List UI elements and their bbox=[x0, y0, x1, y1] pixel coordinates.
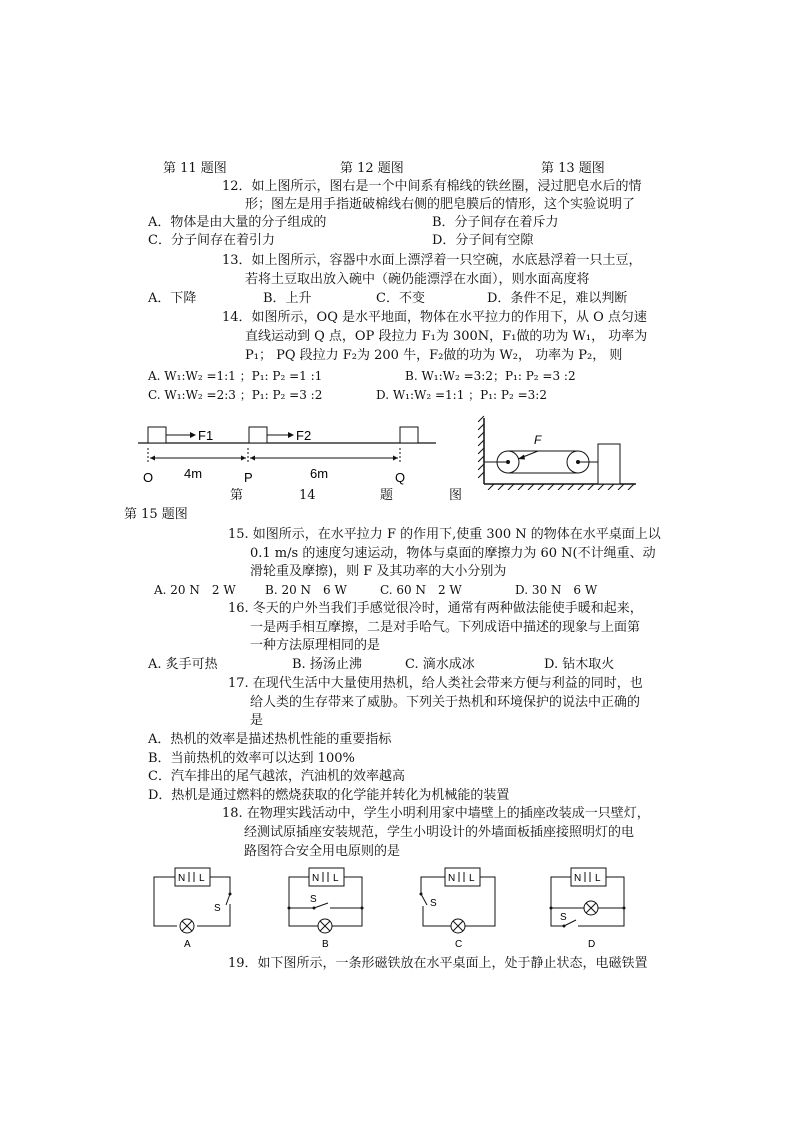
q12-line2: 形；图左是用手指逝破棉线右侧的肥皂膜后的情形，这个实验说明了 bbox=[245, 197, 636, 212]
caption15: 第 15 题图 bbox=[124, 507, 188, 522]
socket-l-label: L bbox=[469, 873, 475, 884]
q13-option-a: A．下降 bbox=[148, 291, 197, 306]
distance-pq-label: 6m bbox=[310, 466, 329, 481]
q13-line2: 若将土豆取出放入碗中（碗仍能漂浮在水面），则水面高度将 bbox=[245, 272, 590, 287]
switch-label: S bbox=[214, 903, 221, 914]
f2-arrowhead bbox=[288, 432, 294, 438]
circuit-d-label: D bbox=[588, 939, 596, 950]
q16-option-a: A. 炙手可热 bbox=[148, 657, 218, 672]
switch-pivot bbox=[313, 907, 316, 910]
q18-line3: 路图符合安全用电原则的是 bbox=[244, 844, 401, 859]
f2-label: F2 bbox=[296, 428, 312, 443]
point-p-label: P bbox=[244, 470, 253, 485]
circuit-b bbox=[284, 864, 374, 950]
socket-l-label: L bbox=[595, 873, 601, 884]
q12-option-b: B．分子间存在着斥力 bbox=[432, 215, 559, 230]
caption-q13: 第 13 题图 bbox=[541, 161, 605, 176]
q17-option-d: D．热机是通过燃料的燃烧获取的化学能并转化为机械能的装置 bbox=[148, 788, 510, 803]
q16-option-c: C. 滴水成冰 bbox=[405, 657, 475, 672]
q13-option-b: B．上升 bbox=[263, 291, 312, 306]
block-p bbox=[249, 427, 267, 443]
q12-option-d: D．分子间有空隙 bbox=[432, 233, 534, 248]
q19-line1: 19．如下图所示，一条形磁铁放在水平桌面上，处于静止状态，电磁铁置 bbox=[228, 956, 648, 971]
figure-15-diagram bbox=[478, 414, 638, 490]
circuit-a-label: A bbox=[184, 939, 191, 950]
force-f-label: F bbox=[534, 433, 542, 447]
q15-line3: 滑轮重及摩擦)，则 F 及其功率的大小分别为 bbox=[250, 564, 507, 579]
caption-q12: 第 12 题图 bbox=[340, 161, 404, 176]
circuit-d bbox=[546, 864, 636, 950]
q18-line2: 经测试原插座安装规范，学生小明设计的外墙面板插座接照明灯的电 bbox=[244, 825, 635, 840]
q13-line1: 13．如上图所示，容器中水面上漂浮着一只空碗，水底悬浮着一只土豆， bbox=[222, 253, 642, 268]
q12-option-c: C．分子间存在着引力 bbox=[148, 233, 275, 248]
q15-line1: 15. 如图所示，在水平拉力 F 的作用下,使重 300 N 的物体在水平桌面上以 bbox=[228, 527, 661, 542]
q17-option-c: C．汽车排出的尾气越浓，汽油机的效率越高 bbox=[148, 769, 405, 784]
object-block bbox=[598, 444, 620, 484]
caption14-part1: 第 bbox=[230, 488, 244, 503]
socket-n-label: N bbox=[448, 873, 456, 884]
circuit-wires-right bbox=[210, 877, 230, 894]
q12-line1: 12．如上图所示，图右是一个中间系有棉线的铁丝圈，浸过肥皂水后的情 bbox=[222, 179, 642, 194]
q16-option-d: D. 钻木取火 bbox=[544, 657, 615, 672]
switch-label: S bbox=[430, 898, 437, 909]
q16-line2: 一是两手相互摩擦，二是对手哈气。下列成语中描述的现象与上面第 bbox=[250, 620, 641, 635]
q15-line2: 0.1 m/s 的速度匀速运动，物体与桌面的摩擦力为 60 N(不计绳重、动 bbox=[250, 546, 656, 561]
q14-line3: P₁； PQ 段拉力 F₂为 200 牛，F₂做的功为 W₂， 功率为 P₂， 则 bbox=[245, 348, 623, 363]
caption14-part4: 图 bbox=[449, 488, 463, 503]
switch-pivot bbox=[563, 925, 566, 928]
junction-right bbox=[361, 907, 364, 910]
block-q bbox=[400, 427, 418, 443]
fixed-pulley-axle bbox=[506, 460, 510, 464]
q17-option-a: A．热机的效率是描述热机性能的重要指标 bbox=[148, 732, 392, 747]
q14-line1: 14．如图所示，OQ 是水平地面，物体在水平拉力的作用下，从 O 点匀速 bbox=[222, 310, 647, 325]
q17-line3: 是 bbox=[250, 713, 264, 728]
caption-q11: 第 11 题图 bbox=[163, 161, 227, 176]
circuit-c bbox=[413, 864, 503, 950]
q17-line1: 17. 在现代生活中大量使用热机，给人类社会带来方便与利益的同时，也 bbox=[228, 676, 643, 691]
q14-option-d: D. W₁:W₂ =1:1 ；P₁: P₂ =3:2 bbox=[376, 388, 547, 402]
caption14-part2: 14 bbox=[299, 488, 316, 503]
distance-op-label: 4m bbox=[184, 466, 203, 481]
switch-blade bbox=[226, 894, 230, 905]
point-o-label: O bbox=[143, 470, 154, 485]
block-o bbox=[148, 427, 166, 443]
socket-l-label: L bbox=[333, 873, 339, 884]
q14-option-a: A. W₁:W₂ =1:1 ；P₁: P₂ =1 :1 bbox=[148, 369, 323, 383]
q13-option-d: D．条件不足，难以判断 bbox=[487, 291, 628, 306]
socket-n-label: N bbox=[574, 873, 582, 884]
q15-option-d: D. 30 N 6 W bbox=[515, 583, 598, 597]
q12-option-a: A．物体是由大量的分子组成的 bbox=[148, 215, 327, 230]
q18-line1: 18. 在物理实践活动中，学生小明利用家中墙壁上的插座改装成一只壁灯， bbox=[222, 806, 650, 821]
circuit-a bbox=[150, 864, 240, 950]
q16-line1: 16. 冬天的户外当我们手感觉很冷时，通常有两种做法能使手暖和起来， bbox=[228, 601, 643, 616]
caption14-part3: 题 bbox=[380, 488, 394, 503]
switch-label: S bbox=[310, 894, 317, 905]
socket-n-label: N bbox=[312, 873, 320, 884]
junction-left bbox=[288, 907, 291, 910]
figure-14-diagram bbox=[138, 418, 438, 490]
switch-blade bbox=[421, 894, 427, 905]
junction-right bbox=[623, 907, 626, 910]
force-f-arrowhead bbox=[518, 455, 525, 460]
switch-pivot bbox=[420, 893, 423, 896]
q16-line3: 一种方法原理相同的是 bbox=[250, 638, 381, 653]
socket-l-label: L bbox=[199, 873, 205, 884]
f1-arrowhead bbox=[190, 432, 196, 438]
q17-line2: 给人类的生存带来了威胁。下列关于热机和环境保护的说法中正确的 bbox=[250, 695, 641, 710]
f1-label: F1 bbox=[198, 428, 214, 443]
socket-n-label: N bbox=[178, 873, 186, 884]
q15-option-b: B. 20 N 6 W bbox=[265, 583, 347, 597]
junction-left bbox=[550, 907, 553, 910]
q14-option-b: B. W₁:W₂ =3:2；P₁: P₂ =3 :2 bbox=[405, 369, 576, 383]
switch-label: S bbox=[560, 912, 567, 923]
q14-line2: 直线运动到 Q 点，OP 段拉力 F₁为 300N，F₁做的功为 W₁， 功率为 bbox=[245, 329, 648, 344]
q15-option-a: A. 20 N 2 W bbox=[154, 583, 236, 597]
wall-hatch bbox=[478, 416, 484, 478]
point-q-label: Q bbox=[395, 470, 406, 485]
q17-option-b: B．当前热机的效率可以达到 100% bbox=[148, 751, 355, 766]
q13-option-c: C．不变 bbox=[376, 291, 425, 306]
q15-option-c: C. 60 N 2 W bbox=[380, 583, 462, 597]
circuit-c-label: C bbox=[455, 939, 463, 950]
circuit-b-label: B bbox=[322, 939, 329, 950]
q16-option-b: B. 扬汤止沸 bbox=[292, 657, 362, 672]
switch-pivot bbox=[229, 893, 232, 896]
table-hatch bbox=[488, 484, 634, 490]
q14-option-c: C. W₁:W₂ =2:3 ；P₁: P₂ =3 :2 bbox=[148, 388, 323, 402]
